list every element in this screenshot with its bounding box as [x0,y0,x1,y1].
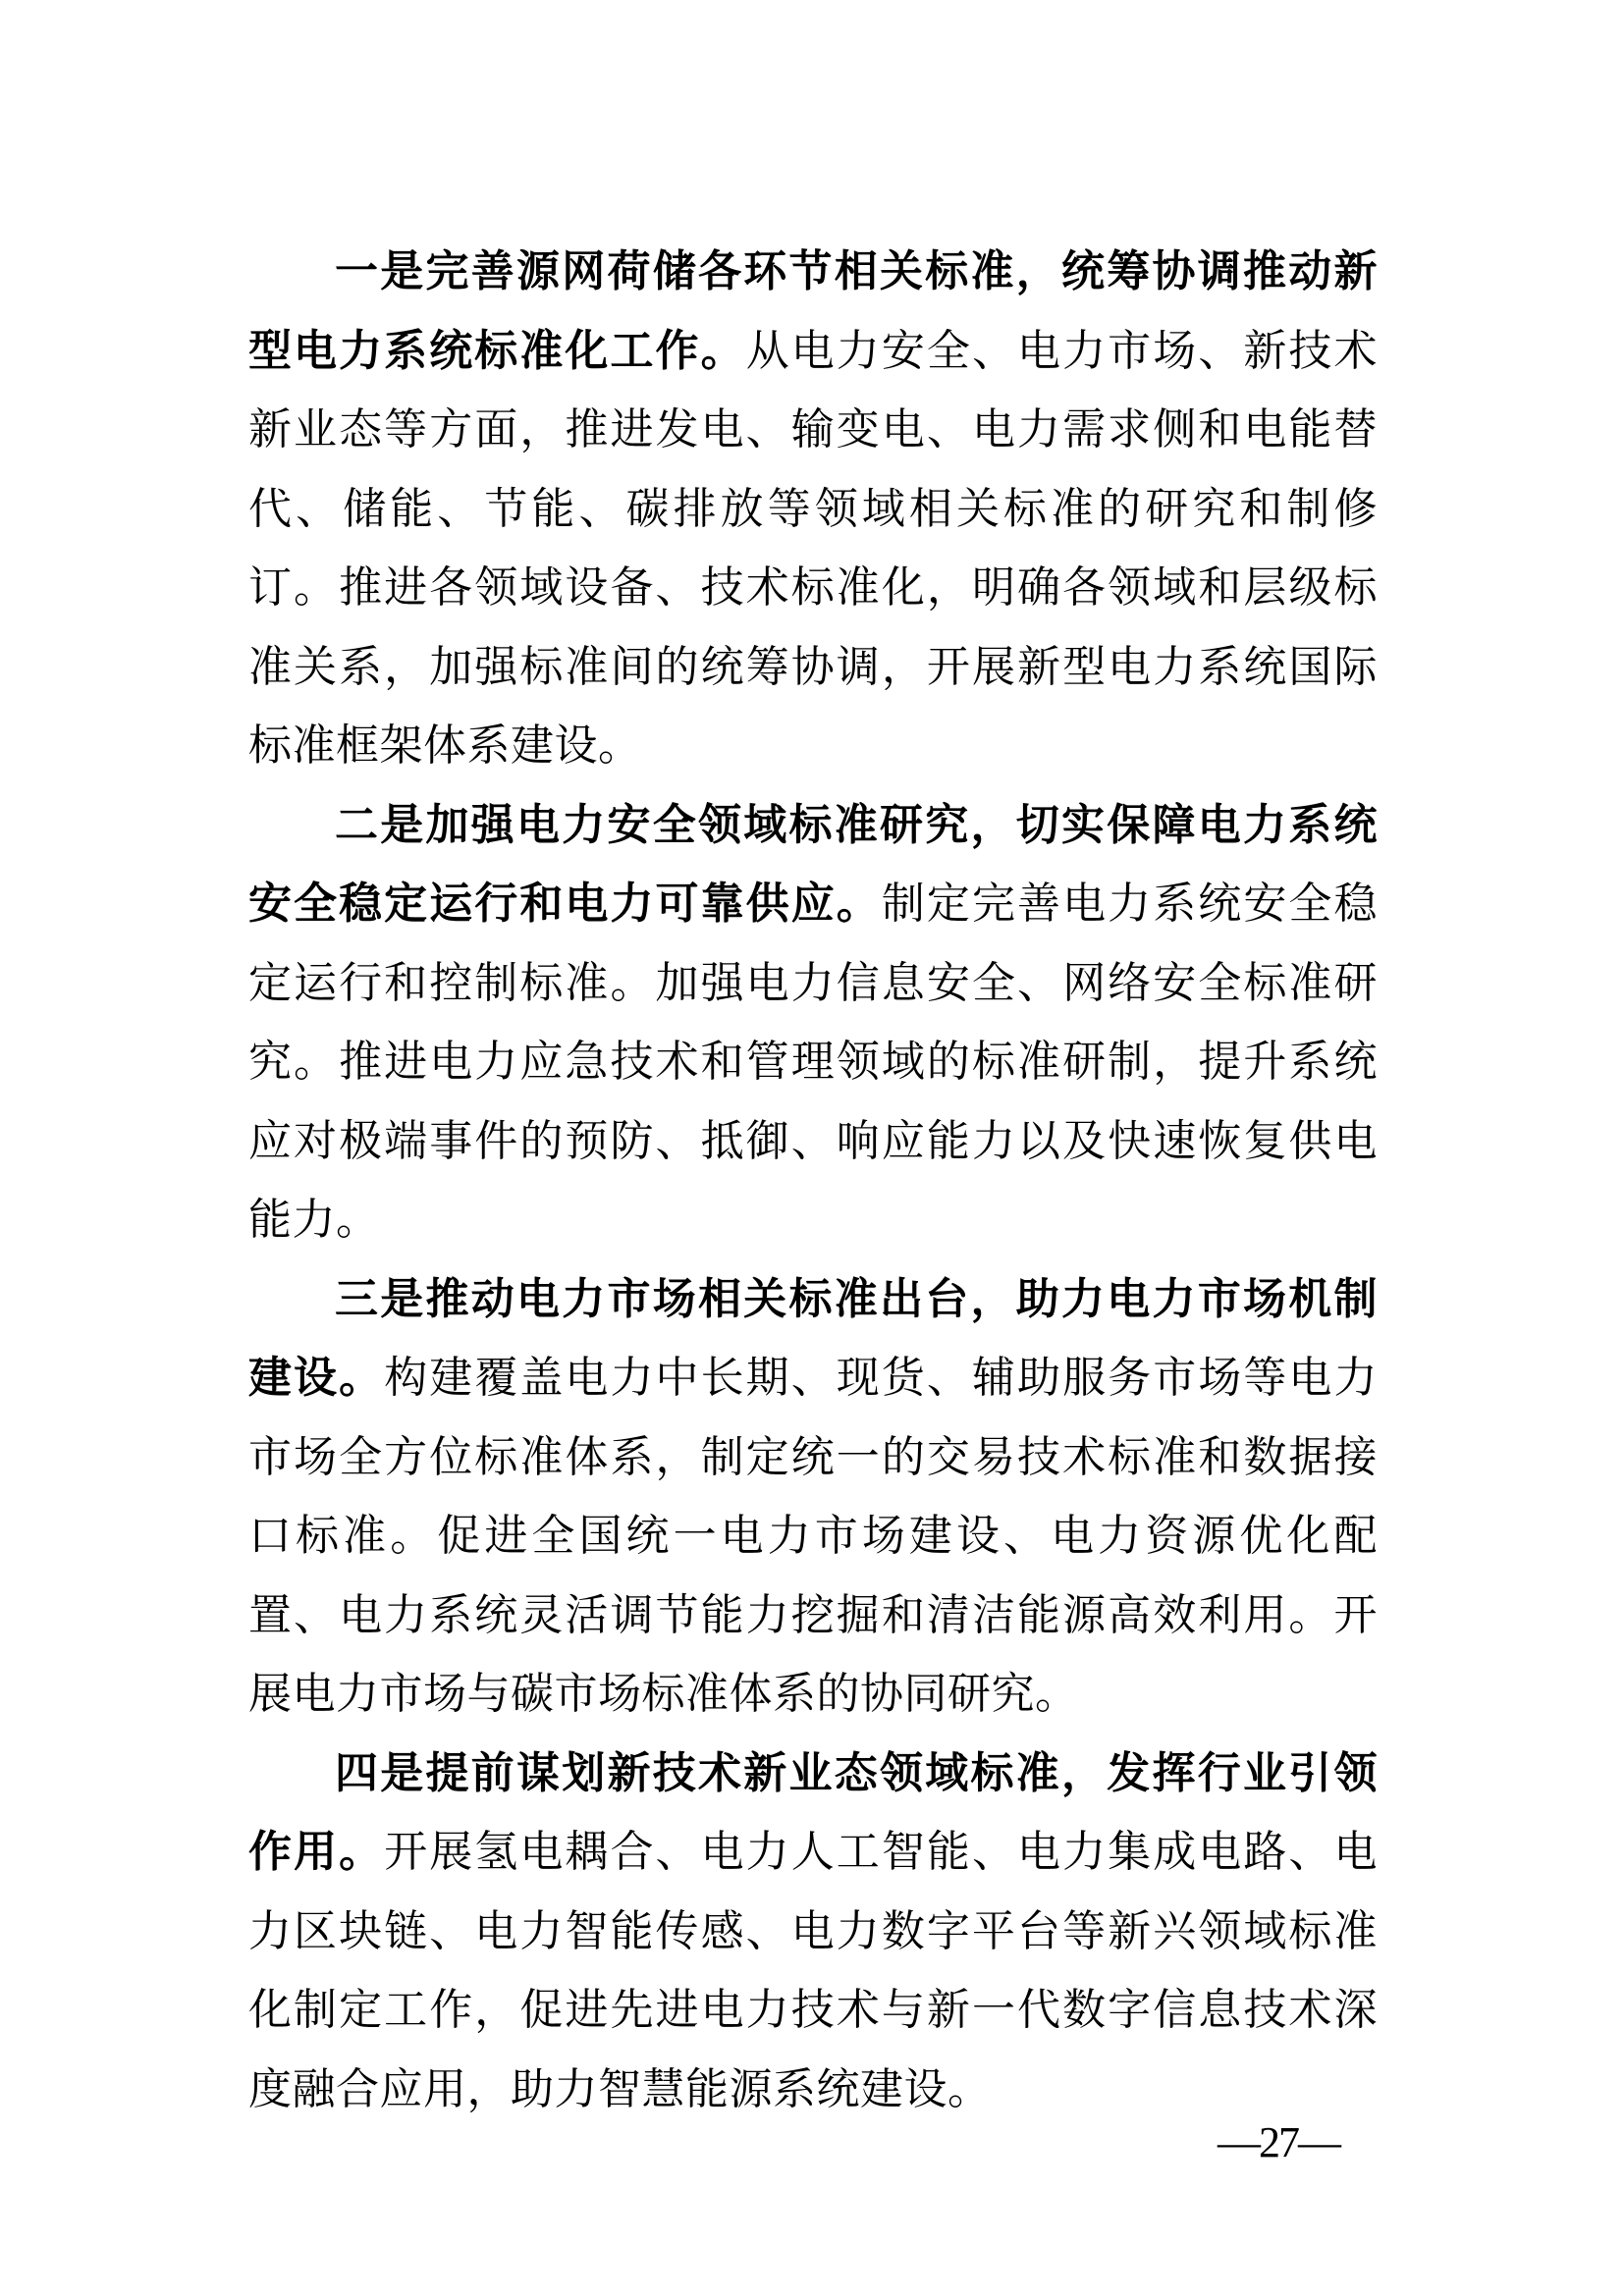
paragraph-4 [248,1735,1378,2130]
paragraph-2 [248,786,1378,1260]
page-number: —27— [1218,2118,1339,2166]
document-body [248,233,1378,2129]
paragraph-1-text: 从电力安全、电力市场、新技术新业态等方面，推进发电、输变电、电力需求侧和电能替代、储能、节能、碳排放等领域相关标准的研究和制修订。推进各领域设备、技术标准化，明确各领域和层级标准关系，加强标准间的统筹协调，开展新型电力系统国际标准框架体系建设。 [248,326,1378,770]
paragraph-2-text: 制定完善电力系统安全稳定运行和控制标准。加强电力信息安全、网络安全标准研究。推进电力应急技术和管理领域的标准研制，提升系统应对极端事件的预防、抵御、响应能力以及快速恢复供电能力。 [248,880,1378,1244]
paragraph-3-lead: 三是推动电力市场相关标准出台，助力电力市场机制建设。 [248,1274,1378,1402]
paragraph-4-lead: 四是提前谋划新技术新业态领域标准，发挥行业引领作用。 [248,1748,1378,1876]
paragraph-4-text: 开展氢电耦合、电力人工智能、电力集成电路、电力区块链、电力智能传感、电力数字平台等新兴领域标准化制定工作，促进先进电力技术与新一代数字信息技术深度融合应用，助力智慧能源系统建设。 [248,1828,1378,2113]
paragraph-2-lead: 二是加强电力安全领域标准研究，切实保障电力系统安全稳定运行和电力可靠供应。 [248,800,1378,928]
paragraph-1 [248,233,1378,786]
paragraph-3-text: 构建覆盖电力中长期、现货、辅助服务市场等电力市场全方位标准体系，制定统一的交易技术标准和数据接口标准。促进全国统一电力市场建设、电力资源优化配置、电力系统灵活调节能力挖掘和清洁能源高效利用。开展电力市场与碳市场标准体系的协同研究。 [248,1354,1378,1718]
paragraph-1-lead: 一是完善源网荷储各环节相关标准，统筹协调推动新型电力系统标准化工作。 [248,247,1378,375]
paragraph-3 [248,1260,1378,1735]
